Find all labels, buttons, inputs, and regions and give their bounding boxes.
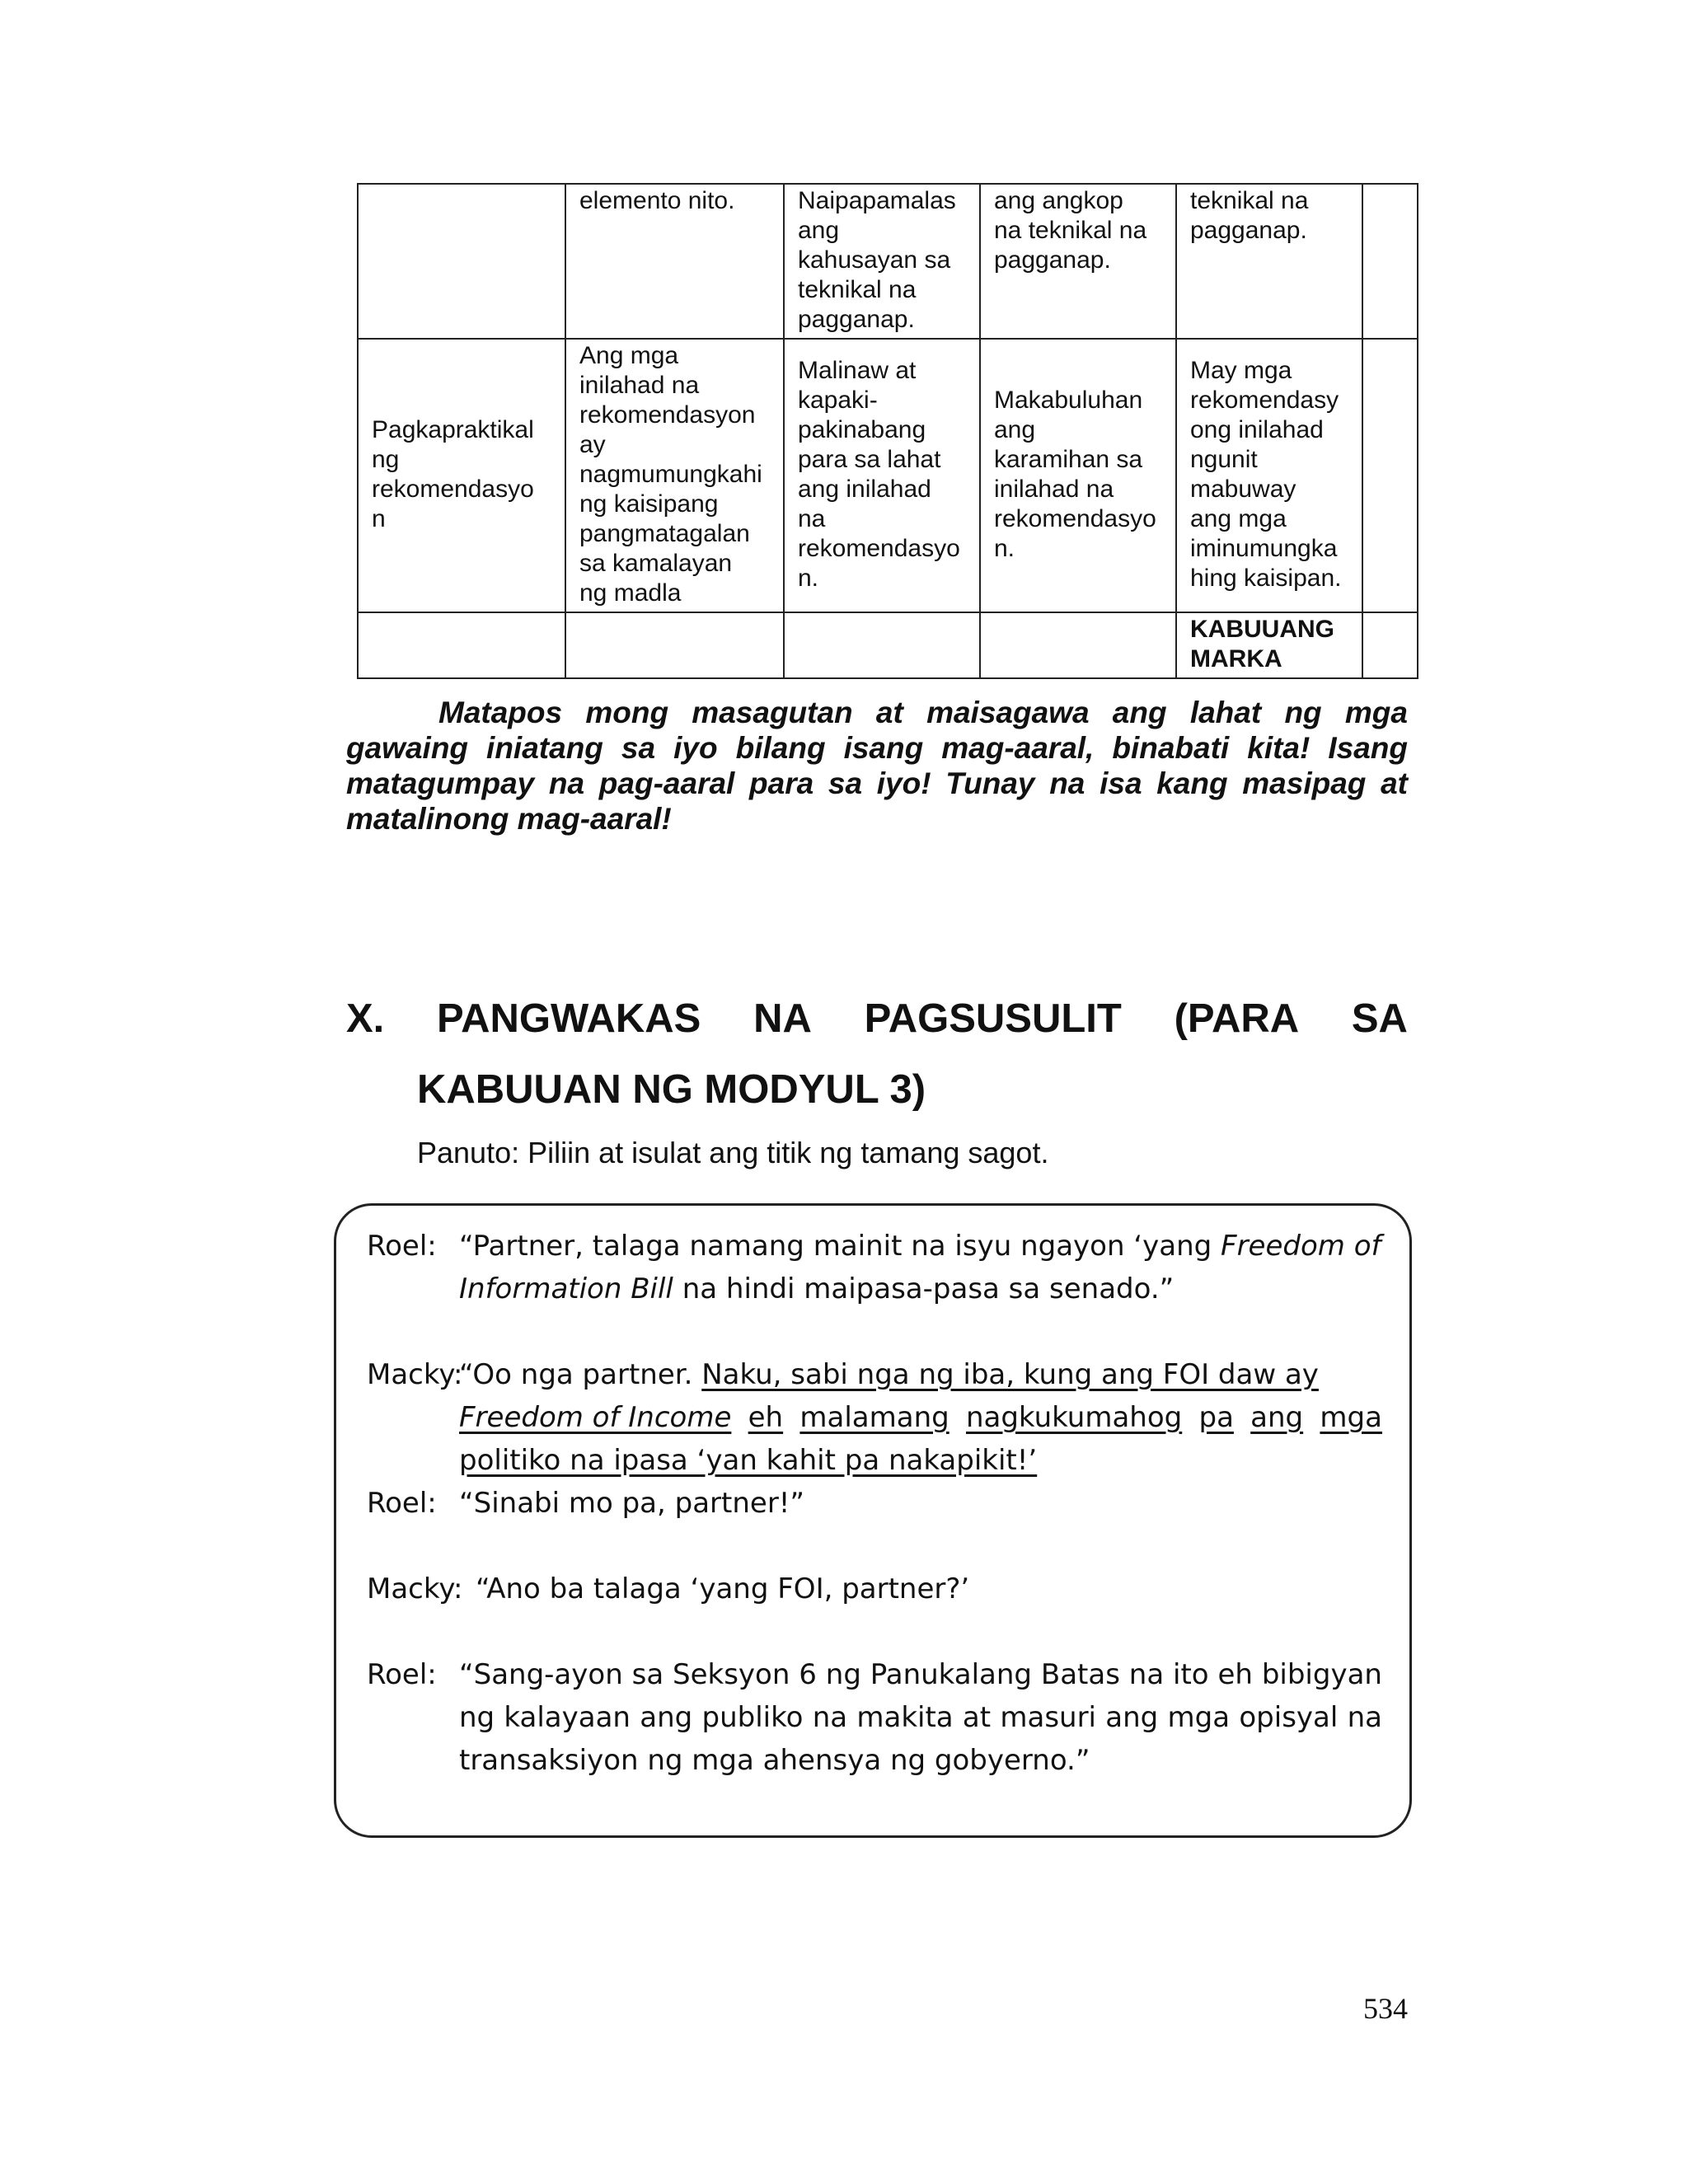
table-cell (1362, 184, 1418, 339)
heading-word: SA (1351, 996, 1408, 1041)
cell-text-line: n (372, 505, 386, 532)
instructions: Panuto: Piliin at isulat ang titik ng tamang sagot. (417, 1136, 1049, 1169)
cell-text-line: kapaki- (798, 387, 878, 414)
cell-text-line: pagganap. (1190, 217, 1307, 244)
cell-text-line: na (798, 505, 826, 532)
table-cell (980, 184, 1176, 339)
dialogue-line: Information Bill na hindi maipasa-pasa sa senado.” (459, 1272, 1175, 1305)
cell-text-line: ang (994, 416, 1036, 443)
cell-text-line: Naipapamalas (798, 187, 956, 214)
cell-text-line: karamihan sa (994, 446, 1143, 473)
speaker-label: Macky: (367, 1358, 463, 1391)
table-cell (980, 612, 1176, 678)
section-heading-continued: KABUUAN NG MODYUL 3) (417, 1067, 926, 1112)
total-score-label (1176, 612, 1362, 678)
cell-text-line: pagganap. (798, 306, 915, 333)
speaker-label: Roel: (367, 1487, 437, 1520)
cell-text-line: ng kaisipang (579, 490, 719, 518)
cell-text-line: ng (372, 446, 400, 473)
heading-word: NA (753, 996, 812, 1041)
heading-word: PAGSUSULIT (864, 996, 1122, 1041)
cell-text-line: pangmatagalan (579, 520, 750, 547)
dialogue-line: “Sinabi mo pa, partner!” (459, 1487, 805, 1520)
heading-word: (PARA (1174, 996, 1300, 1041)
rubric-table (357, 183, 1418, 679)
table-row (358, 612, 1418, 678)
table-cell (784, 184, 980, 339)
table-cell-criterion (358, 339, 565, 612)
table-cell (358, 612, 565, 678)
cell-text-line: ang mga (1190, 505, 1287, 532)
dialogue-line: “Sang-ayon sa Seksyon 6 ng Panukalang Batas na ito eh bibigyan (459, 1658, 1382, 1691)
cell-text-line: rekomendasy (1190, 387, 1339, 414)
table-cell (358, 184, 565, 339)
total-score-cell (1362, 612, 1418, 678)
cell-text-line: hing kaisipan. (1190, 565, 1342, 592)
page-number: 534 (1363, 1992, 1408, 2025)
table-cell (1362, 339, 1418, 612)
cell-text-line: para sa lahat (798, 446, 941, 473)
dialogue-line: Freedom of Income eh malamang nagkukumahog pa ang mga (459, 1401, 1382, 1434)
heading-word: PANGWAKAS (437, 996, 701, 1041)
heading-word: X. (346, 996, 385, 1041)
speaker-label: Roel: (367, 1230, 437, 1263)
cell-text-line: n. (994, 535, 1015, 562)
cell-text-line: sa kamalayan (579, 550, 733, 577)
cell-text-line: inilahad na (994, 476, 1114, 503)
cell-text-line: n. (798, 565, 819, 592)
cell-text-line: rekomendasyon (579, 401, 756, 429)
cell-text-line: ong inilahad (1190, 416, 1324, 443)
cell-text-line: ang inilahad (798, 476, 931, 503)
cell-text-line: ay (579, 431, 606, 458)
cell-text-line: elemento nito. (579, 187, 735, 214)
cell-text-line: Malinaw at (798, 357, 917, 384)
cell-text-line: rekomendasyo (798, 535, 960, 562)
table-cell (1176, 339, 1362, 612)
table-cell (1176, 184, 1362, 339)
dialogue-line: “Ano ba talaga ‘yang FOI, partner?’ (476, 1572, 970, 1605)
cell-text-line: KABUUANG (1190, 616, 1334, 643)
dialogue-line: “Oo nga partner. Naku, sabi nga ng iba, kung ang FOI daw ay (459, 1358, 1319, 1391)
table-cell (784, 612, 980, 678)
cell-text-line: MARKA (1190, 645, 1282, 673)
table-cell (784, 339, 980, 612)
dialogue-line: transaksiyon ng mga ahensya ng gobyerno.” (459, 1744, 1090, 1777)
cell-text-line: rekomendasyo (994, 505, 1156, 532)
cell-text-line: pakinabang (798, 416, 926, 443)
speaker-label: Macky: (367, 1572, 463, 1605)
section-heading (346, 996, 1408, 1042)
table-row (358, 184, 1418, 339)
cell-text-line: Ang mga (579, 342, 679, 369)
cell-text-line: ang (798, 217, 840, 244)
table-cell (980, 339, 1176, 612)
cell-text-line: rekomendasyo (372, 476, 534, 503)
cell-text-line: mabuway (1190, 476, 1296, 503)
speaker-label: Roel: (367, 1658, 437, 1691)
dialogue-line: politiko na ipasa ‘yan kahit pa nakapikit!’ (459, 1444, 1038, 1477)
cell-text-line: iminumungka (1190, 535, 1338, 562)
cell-text-line: na teknikal na (994, 217, 1147, 244)
table-row (358, 339, 1418, 612)
cell-text-line: May mga (1190, 357, 1292, 384)
cell-text-line: Makabuluhan (994, 387, 1143, 414)
cell-text-line: nagmumungkahi (579, 461, 762, 488)
dialogue-line: “Partner, talaga namang mainit na isyu ngayon ‘yang Freedom of (459, 1230, 1381, 1263)
cell-text-line: inilahad na (579, 372, 700, 399)
cell-text-line: teknikal na (1190, 187, 1309, 214)
table-cell (565, 339, 784, 612)
congratulations-paragraph: Matapos mong masagutan at maisagawa ang lahat ng mga gawaing iniatang sa iyo bilang isang mag-aaral, binabati kita! Isang matagumpay na pag-aaral para sa iyo! Tunay na isa kang masipag at matalinong mag-aaral! (346, 696, 1408, 836)
dialogue-line: ng kalayaan ang publiko na makita at masuri ang mga opisyal na (459, 1701, 1382, 1734)
cell-text-line: kahusayan sa (798, 246, 951, 274)
table-cell (565, 184, 784, 339)
table-cell (565, 612, 784, 678)
cell-text-line: Pagkapraktikal (372, 416, 534, 443)
cell-text-line: ang angkop (994, 187, 1123, 214)
cell-text-line: pagganap. (994, 246, 1111, 274)
cell-text-line: ng madla (579, 579, 682, 607)
cell-text-line: teknikal na (798, 276, 917, 303)
cell-text-line: ngunit (1190, 446, 1258, 473)
